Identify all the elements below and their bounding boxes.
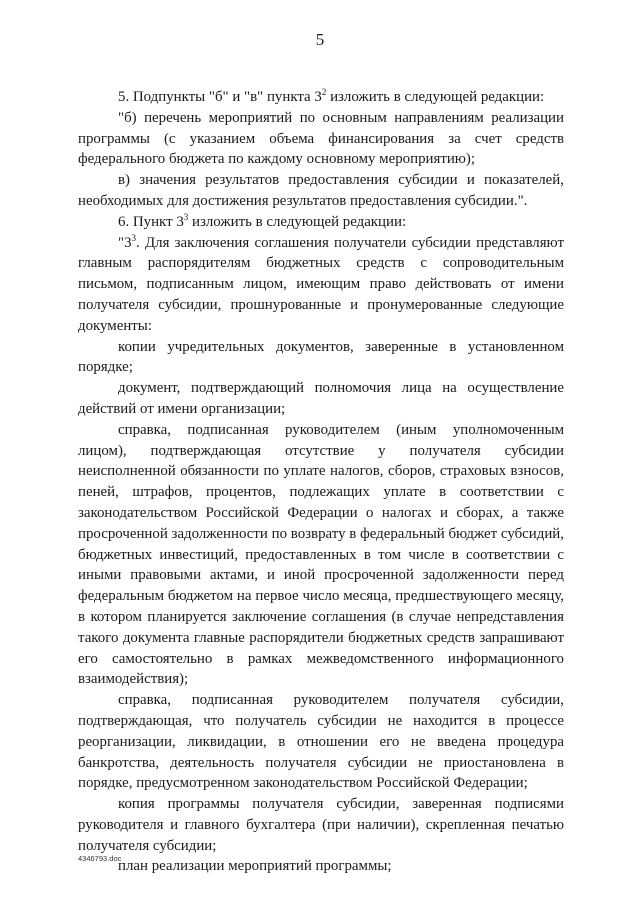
paragraph <box>78 378 564 420</box>
paragraph-text: изложить в следующей редакции: <box>326 89 545 105</box>
paragraph-text: 5. Подпункты "б" и "в" пункта 3 <box>118 89 322 105</box>
footer-file-code: 4346793.doc <box>78 854 122 863</box>
paragraph <box>78 212 564 233</box>
paragraph-text: документ, подтверждающий полномочия лица на осуществление действий от имени организации; <box>78 380 564 417</box>
paragraph-text: изложить в следующей редакции: <box>188 213 407 230</box>
paragraph <box>78 337 564 379</box>
paragraph-text: справка, подписанная руководителем получателя субсидии, подтверждающая, что получатель субсидии не находится в процессе реорганизации, ликвидации, в отношении его не введена процедура банкротства, деятельность получателя субсидии не приостановлена в порядке, предусмотренном законодательством Российской Федерации; <box>78 692 564 792</box>
paragraph-text: копии учредительных документов, заверенные в установленном порядке; <box>78 338 564 376</box>
paragraph-text: справка, подписанная руководителем (иным уполномоченным лицом), подтверждающая отсутствие у получателя субсидии неисполненной обязанности по уплате налогов, сборов, страховых взносов, пеней, штрафов, процентов, подлежащих уплате в соответствии с законодательством Российской Федерации о налогах и сборах, а также просроченной задолженности по возврату в федеральный бюджет субсидий, бюджетных инвестиций, предоставленных в том числе в соответствии с иными правовыми актами, и иной просроченной задолженности перед федеральным бюджетом на первое число месяца, предшествующего месяцу, в котором планируется заключение соглашения (в случае непредставления такого документа главные распорядители бюджетных средств запрашивают его самостоятельно в рамках межведомственного информационного взаимодействия); <box>78 421 564 688</box>
paragraph-text: "б) перечень мероприятий по основным направлениям реализации программы (с указанием объема финансирования за счет средств федерального бюджета по каждому основному мероприятию); <box>78 109 564 168</box>
paragraph-text: 6. Пункт 3 <box>118 213 184 230</box>
paragraph-text: в) значения результатов предоставления субсидии и показателей, необходимых для достижения результатов предоставления субсидии.". <box>78 172 564 209</box>
paragraph-text: копия программы получателя субсидии, заверенная подписями руководителя и главного бухгалтера (при наличии), скрепленная печатью получателя субсидии; <box>78 796 564 854</box>
paragraph-text: . Для заключения соглашения получатели субсидии представляют главным распорядителям бюджетных средств с сопроводительным письмом, подписанным лицом, имеющим право действовать от имени получателя субсидии, прошнурованные и пронумерованные следующие документы: <box>78 234 564 334</box>
paragraph <box>78 856 564 877</box>
superscript: 2 <box>321 87 327 97</box>
paragraph <box>78 87 564 108</box>
paragraph <box>78 690 564 794</box>
paragraph <box>78 794 564 856</box>
paragraph-text: "3 <box>118 234 132 251</box>
paragraph <box>78 170 564 212</box>
paragraph <box>78 233 564 337</box>
paragraph <box>78 420 564 690</box>
paragraph <box>78 108 564 170</box>
superscript: 3 <box>183 211 189 222</box>
page-number: 5 <box>315 30 325 49</box>
paragraph-text: план реализации мероприятий программы; <box>118 858 392 875</box>
superscript: 3 <box>131 232 137 243</box>
document-body <box>78 87 564 877</box>
